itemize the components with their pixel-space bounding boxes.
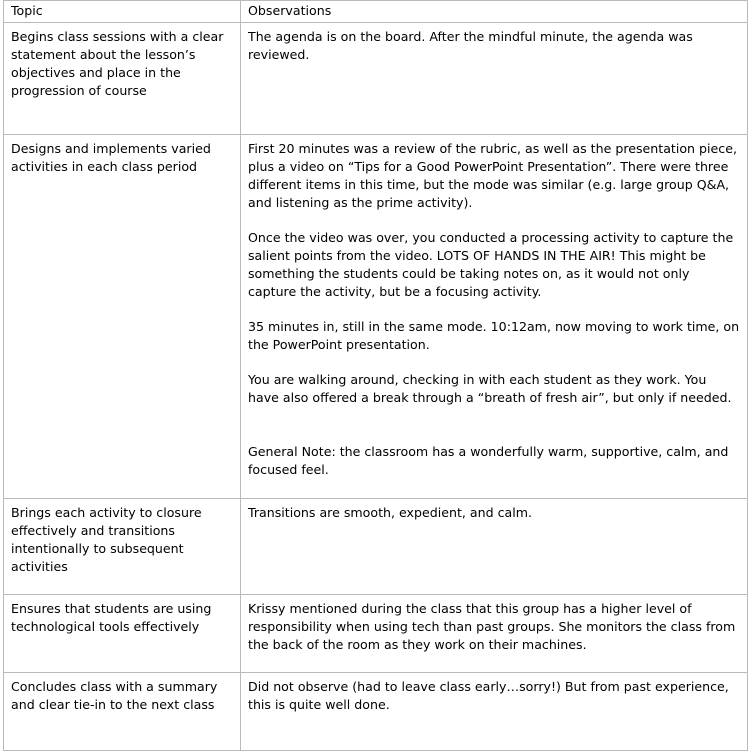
topic-cell bbox=[4, 135, 241, 499]
observation-paragraph: You are walking around, checking in with each student as they work. You have also offered a break through a “breath of fresh air”, but only if needed. bbox=[248, 372, 732, 405]
observation-paragraph: 35 minutes in, still in the same mode. 10:12am, now moving to work time, on the PowerPoint presentation. bbox=[248, 319, 740, 352]
observation-paragraph: Krissy mentioned during the class that this group has a higher level of responsibility when using tech than past groups. She monitors the class from the back of the room as they work on their machines. bbox=[248, 601, 736, 652]
table-row bbox=[4, 135, 748, 499]
observation-cell bbox=[241, 499, 748, 595]
observation-paragraph: Did not observe (had to leave class early…sorry!) But from past experience, this is quite well done. bbox=[248, 679, 729, 712]
table-row bbox=[4, 595, 748, 673]
observation-cell bbox=[241, 135, 748, 499]
topic-text: Ensures that students are using technological tools effectively bbox=[11, 601, 212, 634]
observation-paragraph: First 20 minutes was a review of the rubric, as well as the presentation piece, plus a video on “Tips for a Good PowerPoint Presentation”. There were three different items in this time, but the mode was similar (e.g. large group Q&A, and listening as the prime activity). bbox=[248, 141, 737, 210]
observation-cell bbox=[241, 673, 748, 751]
table-row bbox=[4, 673, 748, 751]
observation-document bbox=[3, 0, 747, 751]
topic-text: Begins class sessions with a clear statement about the lesson’s objectives and place in the progression of course bbox=[11, 29, 224, 98]
observation-paragraph: Transitions are smooth, expedient, and calm. bbox=[248, 505, 532, 520]
observation-paragraph: The agenda is on the board. After the mindful minute, the agenda was reviewed. bbox=[248, 29, 693, 62]
topic-cell bbox=[4, 23, 241, 135]
topic-text: Designs and implements varied activities in each class period bbox=[11, 141, 211, 174]
observation-cell bbox=[241, 595, 748, 673]
topic-text: Brings each activity to closure effectively and transitions intentionally to subsequent activities bbox=[11, 505, 202, 574]
observation-paragraph: Once the video was over, you conducted a processing activity to capture the salient points from the video. LOTS OF HANDS IN THE AIR! This might be something the students could be taking notes on, as it would not only capture the activity, but be a focusing activity. bbox=[248, 230, 734, 299]
table-header-row bbox=[4, 1, 748, 23]
observation-paragraph: General Note: the classroom has a wonderfully warm, supportive, calm, and focused feel. bbox=[248, 444, 729, 477]
table-row bbox=[4, 499, 748, 595]
topic-cell bbox=[4, 673, 241, 751]
table-row bbox=[4, 23, 748, 135]
topic-text: Concludes class with a summary and clear tie-in to the next class bbox=[11, 679, 218, 712]
topic-cell bbox=[4, 499, 241, 595]
observation-cell bbox=[241, 23, 748, 135]
observation-table bbox=[3, 0, 748, 751]
topic-column-header: Topic bbox=[4, 1, 241, 23]
topic-cell bbox=[4, 595, 241, 673]
observations-column-header: Observations bbox=[241, 1, 748, 23]
